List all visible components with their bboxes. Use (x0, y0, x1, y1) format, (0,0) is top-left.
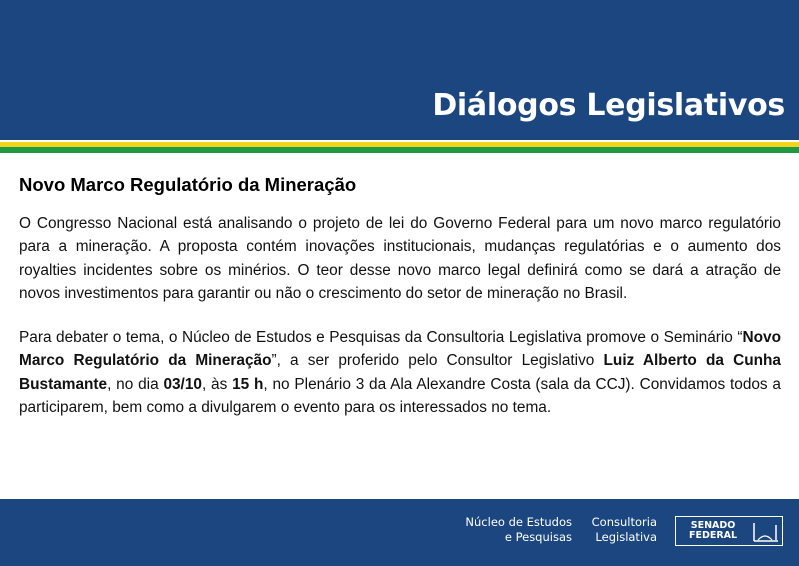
senado-logo-text (689, 521, 737, 541)
article-paragraph-intro: O Congresso Nacional está analisando o projeto de lei do Governo Federal para um novo marco regulatório para a mineração. A proposta contém inovações institucionais, mudanças regulatórias e o aumento dos royalties incidentes sobre os minérios. O teor desse novo marco legal definirá como se dará a atração de novos investimentos para garantir ou não o crescimento do setor de mineração no Brasil. (19, 215, 781, 302)
event-time: 15 h (232, 375, 264, 393)
footer-nucleo-label (465, 515, 572, 545)
page-title: Diálogos Legislativos (432, 88, 785, 123)
senado-logo-line2: FEDERAL (689, 530, 738, 541)
invitation-text-part5: , no Plenário 3 da Ala Alexandre Costa (sala da CCJ). Convidamos todos a participarem, bem como a divulgarem o evento para os interessados no tema. (19, 375, 781, 417)
header-divider-green (0, 147, 799, 153)
footer-nucleo-line1: Núcleo de Estudos (465, 515, 572, 529)
article-content (19, 174, 781, 440)
footer-consultoria-label (592, 515, 657, 545)
senado-logo-line1: SENADO (690, 520, 736, 531)
senado-federal-logo (675, 516, 783, 546)
senado-building-icon (752, 521, 780, 543)
article-title: Novo Marco Regulatório da Mineração (19, 174, 357, 195)
footer-consultoria-line1: Consultoria (591, 515, 657, 529)
event-date: 03/10 (163, 375, 202, 393)
invitation-text-part2: ”, a ser proferido pelo Consultor Legislativo (271, 352, 604, 370)
event-name: Novo Marco Regulatório da Mineração (19, 329, 781, 370)
speaker-name: Luiz Alberto da Cunha Bustamante (19, 352, 781, 393)
header-banner (0, 0, 799, 140)
footer-consultoria-line2: Legislativa (595, 530, 657, 544)
invitation-text-part4: , às (201, 375, 233, 393)
footer-banner (0, 499, 799, 566)
invitation-text-part3: , no dia (107, 375, 164, 393)
invitation-text-part1: Para debater o tema, o Núcleo de Estudos e Pesquisas da Consultoria Legislativa promove o Seminário “ (19, 329, 743, 347)
footer-nucleo-line2: e Pesquisas (504, 530, 572, 544)
article-paragraph-invitation (19, 326, 781, 419)
